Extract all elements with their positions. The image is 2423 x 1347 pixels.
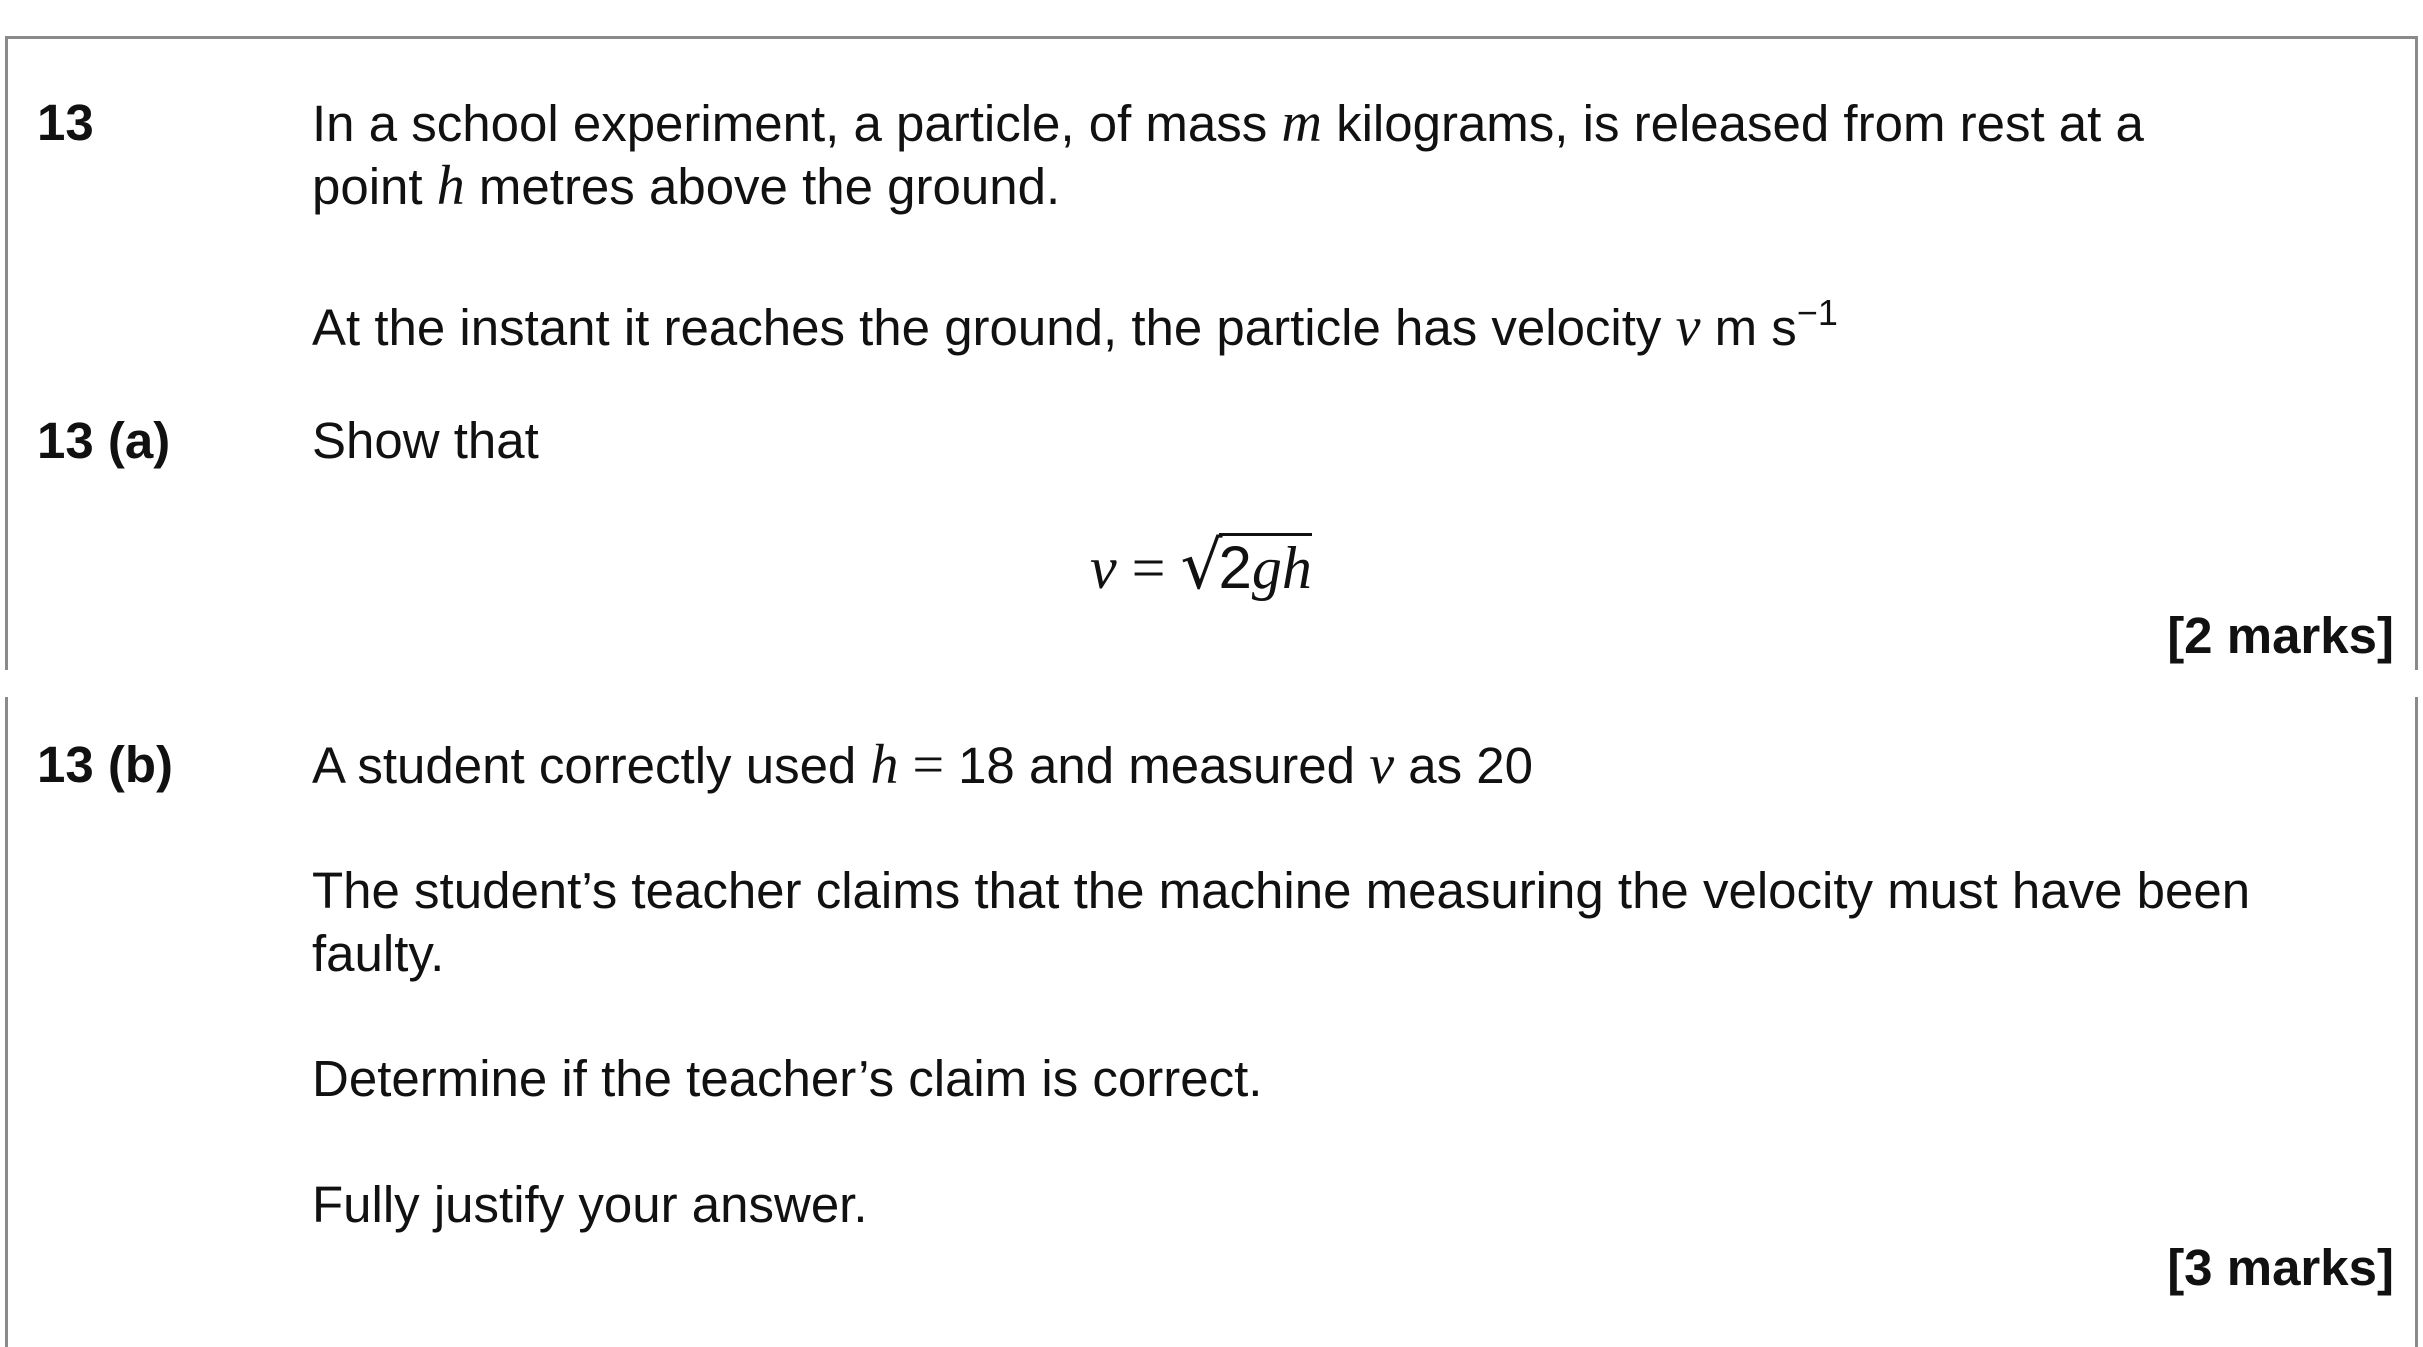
part-b-line-1-text-b: and measured [1014,737,1370,794]
stem-line-3-text: At the instant it reaches the ground, the particle has velocity [312,299,1676,356]
height-variable: h [436,155,465,217]
part-b-label: 13 (b) [37,736,174,793]
stem-line-3 [312,282,1838,359]
teacher-claim-line-2: faulty. [312,925,445,982]
justify-instruction: Fully justify your answer. [312,1176,868,1233]
part-b-line-1-text-a: A student correctly used [312,737,871,794]
height-variable: h [870,734,899,796]
part-b-marks: [3 marks] [2167,1239,2394,1296]
equals-sign: = [898,734,959,796]
stem-line-2 [312,155,1060,218]
stem-line-1-text-a: In a school experiment, a particle, of mass [312,95,1282,152]
part-a-label: 13 (a) [37,412,171,469]
velocity-variable: v [1675,296,1701,358]
height-value: 18 [958,737,1015,794]
equation-equals: = [1116,535,1181,601]
radicand-coefficient: 2 [1218,534,1252,601]
velocity-variable: v [1369,734,1395,796]
part-a-marks: [2 marks] [2167,607,2394,664]
determine-instruction: Determine if the teacher’s claim is correct. [312,1050,1263,1107]
velocity-unit: m s [1700,299,1797,356]
part-b-line-1-text-c: as 20 [1394,737,1533,794]
part-b-line-1 [312,734,1533,797]
stem-line-1 [312,92,2144,155]
equation-lhs: v [1090,535,1117,601]
mass-variable: m [1281,92,1322,154]
part-a-prompt: Show that [312,412,539,469]
equation-radicand [1218,533,1312,601]
question-number: 13 [37,94,94,151]
stem-line-2-text-b: metres above the ground. [464,158,1061,215]
velocity-equation [1090,527,1312,604]
radicand-variables: gh [1251,535,1312,601]
teacher-claim-line-1: The student’s teacher claims that the machine measuring the velocity must have been [312,862,2251,919]
stem-line-2-text-a: point [312,158,437,215]
unit-exponent: −1 [1796,292,1838,333]
square-root-icon: √ [1180,527,1223,604]
stem-line-1-text-b: kilograms, is released from rest at a [1321,95,2144,152]
